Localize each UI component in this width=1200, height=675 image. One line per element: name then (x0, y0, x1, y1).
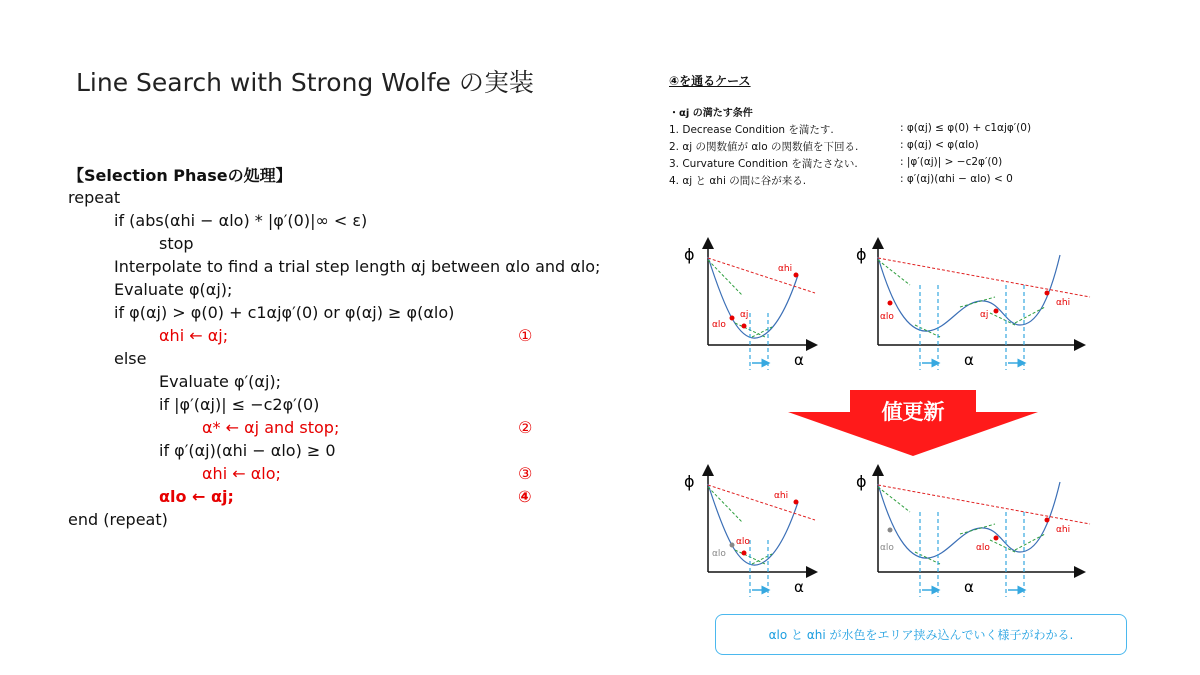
algo-line: αhi ← αj; (159, 326, 229, 345)
algo-line: αlo ← αj; (159, 487, 234, 506)
point-alo (888, 301, 893, 306)
label-aj: αj (980, 310, 989, 320)
point-aj (994, 309, 999, 314)
algo-line: if |φ′(αj)| ≤ −c2φ′(0) (159, 395, 320, 414)
algo-line: if φ(αj) > φ(0) + c1αjφ′(0) or φ(αj) ≥ φ(αlo) (114, 303, 455, 322)
secant-line (708, 485, 815, 520)
point-alo (994, 536, 999, 541)
label-aj: αj (740, 310, 749, 320)
label-ahi: αhi (1056, 298, 1071, 308)
tangent-line (990, 540, 1015, 552)
alpha-label: α (794, 351, 804, 369)
plot-bottom-left (684, 470, 815, 597)
condition-3-formula: : |φ′(αj)| > −c2φ′(0) (900, 156, 1003, 168)
arrow-label: 値更新 (881, 400, 945, 424)
plot-top-left (684, 243, 815, 370)
label-old-alo: αlo (712, 549, 726, 559)
label-alo: αlo (976, 543, 990, 553)
plot-bottom-right (856, 470, 1090, 597)
point-ahi (1045, 291, 1050, 296)
phi-curve (878, 255, 1060, 331)
phi-label: ϕ (856, 245, 867, 264)
phi-label: ϕ (684, 472, 695, 491)
algo-line: if (abs(αhi − αlo) * |φ′(0)|∞ < ε) (114, 211, 368, 230)
condition-3-text: 3. Curvature Condition を満たさない. (669, 158, 858, 170)
algo-line: Interpolate to find a trial step length αj between αlo and αlo; (114, 257, 601, 276)
alpha-label: α (794, 578, 804, 596)
condition-2-text: 2. αj の関数値が αlo の関数値を下回る. (669, 141, 859, 153)
label-alo: αlo (880, 312, 894, 322)
marker-3: ③ (518, 464, 533, 483)
tangent-line (708, 260, 742, 295)
page-title: Line Search with Strong Wolfe の実装 (76, 68, 534, 97)
algo-line: end (repeat) (68, 510, 168, 529)
algo-line: repeat (68, 188, 121, 207)
label-ahi: αhi (1056, 525, 1071, 535)
alpha-label: α (964, 351, 974, 369)
marker-1: ① (518, 326, 533, 345)
point-alo (742, 551, 747, 556)
algo-line: if φ′(αj)(αhi − αlo) ≥ 0 (159, 441, 336, 460)
alpha-label: α (964, 578, 974, 596)
point-aj (742, 324, 747, 329)
conditions-heading: ・αj の満たす条件 (669, 108, 753, 119)
label-old-alo: αlo (880, 543, 894, 553)
point-ahi (794, 273, 799, 278)
tangent-line (708, 487, 742, 522)
label-ahi: αhi (778, 264, 793, 274)
phi-label: ϕ (684, 245, 695, 264)
algo-line: Evaluate φ(αj); (114, 280, 233, 299)
marker-4: ④ (518, 487, 532, 506)
update-arrow (788, 388, 1038, 458)
point-old-alo (730, 543, 735, 548)
phi-label: ϕ (856, 472, 867, 491)
condition-2-formula: : φ(αj) < φ(αlo) (900, 139, 979, 151)
tangent-line (990, 313, 1015, 325)
label-ahi: αhi (774, 491, 789, 501)
plot-top-right (856, 243, 1090, 370)
algorithm-header: 【Selection Phaseの処理】 (68, 166, 292, 185)
note-text: αlo と αhi が水色をエリア挟み込んでいく様子がわかる. (768, 628, 1074, 642)
label-alo: αlo (736, 537, 750, 547)
condition-4-text: 4. αj と αhi の間に谷が来る. (669, 175, 807, 187)
label-alo: αlo (712, 320, 726, 330)
case-title: ④を通るケース (669, 74, 751, 88)
condition-4-formula: : φ′(αj)(αhi − αlo) < 0 (900, 173, 1013, 185)
point-ahi (1045, 518, 1050, 523)
marker-2: ② (518, 418, 533, 437)
point-alo (730, 316, 735, 321)
algo-line: αhi ← αlo; (202, 464, 281, 483)
note-box (715, 614, 1127, 655)
phi-curve (878, 482, 1060, 558)
point-old-alo (888, 528, 893, 533)
algo-line: Evaluate φ′(αj); (159, 372, 282, 391)
point-ahi (794, 500, 799, 505)
algo-line: stop (159, 234, 194, 253)
condition-1-formula: : φ(αj) ≤ φ(0) + c1αjφ′(0) (900, 122, 1032, 134)
condition-1-text: 1. Decrease Condition を満たす. (669, 124, 834, 136)
algo-line: α* ← αj and stop; (202, 418, 340, 437)
algo-line: else (114, 349, 147, 368)
secant-line (708, 258, 815, 293)
